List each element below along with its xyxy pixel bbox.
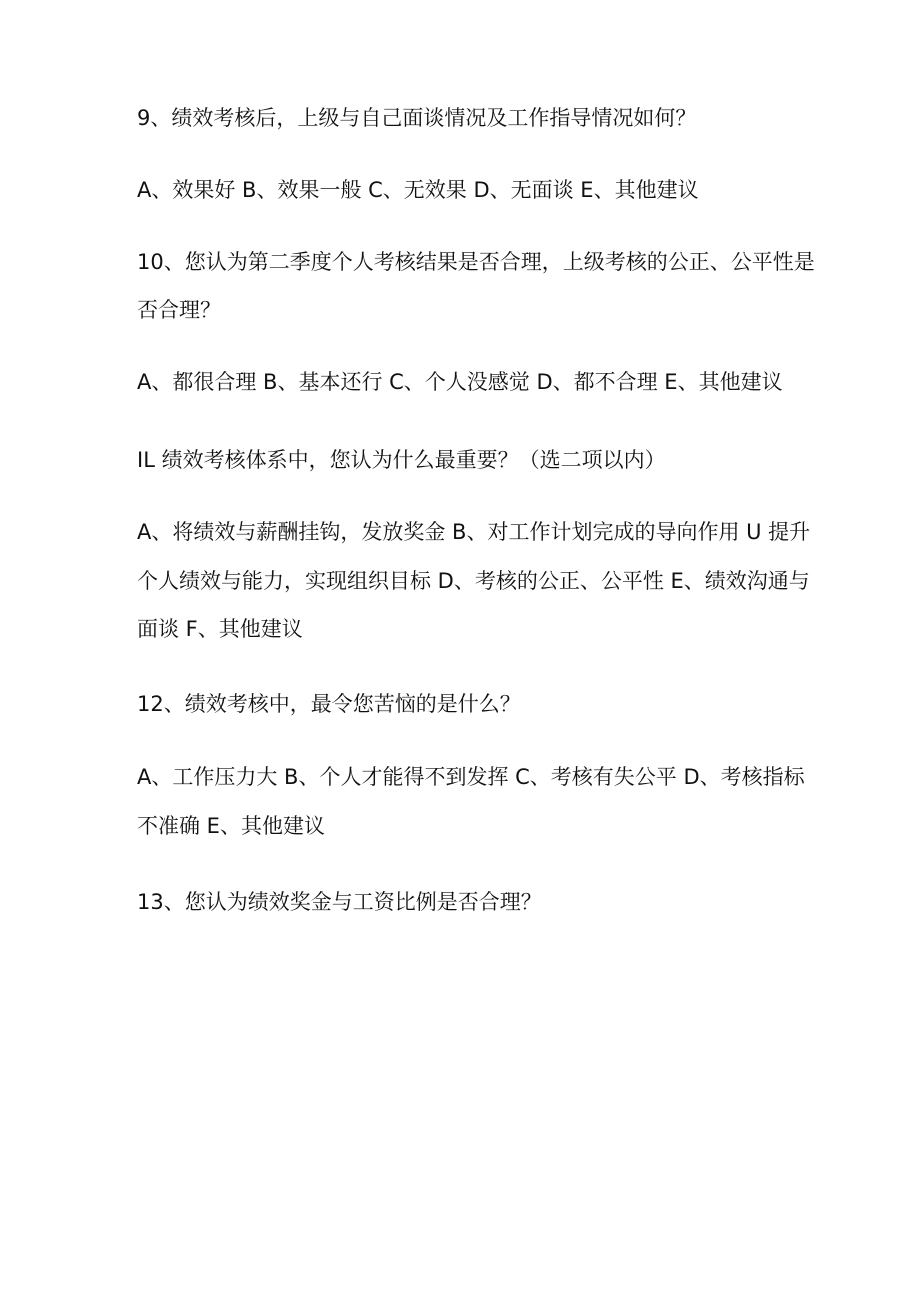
question-11-text: IL 绩效考核体系中，您认为什么最重要？（选二项以内）	[137, 448, 666, 472]
question-11-options-line-2: 个人绩效与能力，实现组织目标 D、考核的公正、公平性 E、绩效沟通与	[137, 569, 810, 593]
question-11-options-line-1: A、将绩效与薪酬挂钩，发放奖金 B、对工作计划完成的导向作用 U 提升	[137, 520, 811, 544]
question-10-options: A、都很合理 B、基本还行 C、个人没感觉 D、都不合理 E、其他建议	[137, 370, 783, 394]
question-11-options-line-3: 面谈 F、其他建议	[137, 617, 303, 641]
question-12-options-line-2: 不准确 E、其他建议	[137, 814, 325, 838]
question-9-options: A、效果好 B、效果一般 C、无效果 D、无面谈 E、其他建议	[137, 178, 699, 202]
question-12-options-line-1: A、工作压力大 B、个人才能得不到发挥 C、考核有失公平 D、考核指标	[137, 765, 805, 789]
question-10-text-line-1: 10、您认为第二季度个人考核结果是否合理，上级考核的公正、公平性是	[137, 250, 815, 274]
question-10-text-line-2: 否合理？	[137, 298, 221, 322]
question-9-text: 9、绩效考核后，上级与自己面谈情况及工作指导情况如何？	[137, 106, 697, 130]
question-13-text: 13、您认为绩效奖金与工资比例是否合理？	[137, 890, 542, 914]
question-12-text: 12、绩效考核中，最令您苦恼的是什么？	[137, 692, 521, 716]
